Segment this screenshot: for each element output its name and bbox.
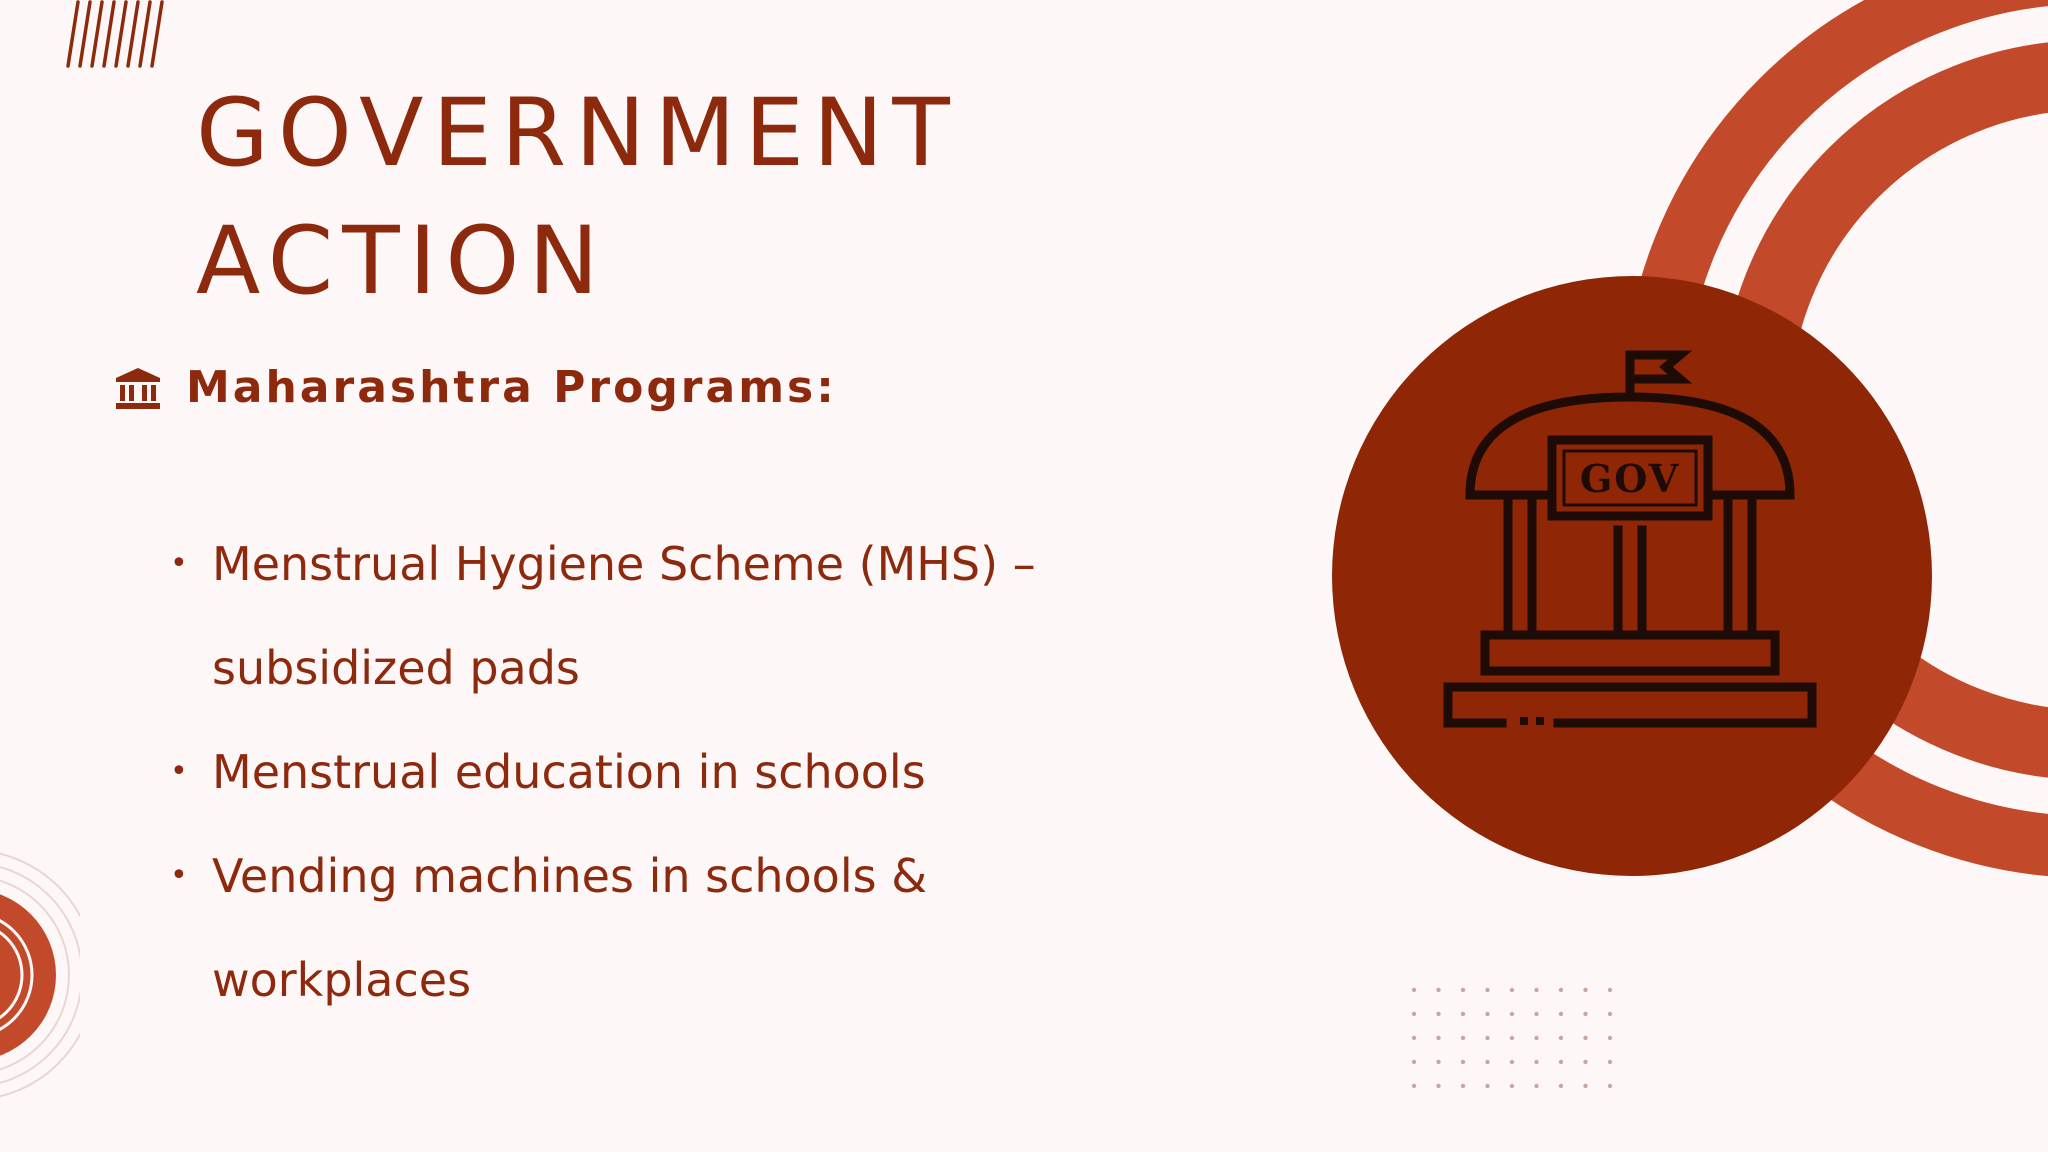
- decorative-dot: [1436, 1036, 1440, 1040]
- decorative-dot: [1510, 1012, 1514, 1016]
- decorative-dot: [1412, 1012, 1416, 1016]
- government-building-icon: [1440, 345, 1820, 745]
- stripes-decoration: [60, 0, 170, 72]
- decorative-dot: [1559, 1036, 1563, 1040]
- decorative-dot: [1534, 988, 1538, 992]
- decorative-dot: [1412, 1060, 1416, 1064]
- decorative-dot: [1485, 1084, 1489, 1088]
- decorative-dot: [1583, 1012, 1587, 1016]
- decorative-dot: [1559, 1060, 1563, 1064]
- decorative-dot: [1510, 1060, 1514, 1064]
- decorative-dot: [1412, 1084, 1416, 1088]
- bullet-item: • Menstrual education in schools: [170, 720, 1162, 824]
- bullet-list: [170, 512, 1270, 1032]
- decorative-dot: [1534, 1036, 1538, 1040]
- decorative-dot: [1461, 1012, 1465, 1016]
- arcs-decoration-left: [0, 830, 80, 1120]
- bullet-item: • Vending machines in schools & workplaces: [170, 824, 1162, 1032]
- decorative-dot: [1583, 1036, 1587, 1040]
- decorative-dot: [1461, 988, 1465, 992]
- decorative-dot: [1485, 1012, 1489, 1016]
- decorative-dot: [1583, 1060, 1587, 1064]
- slide-title: [196, 70, 1196, 326]
- bullet-item: • Menstrual Hygiene Scheme (MHS) – subsidized pads: [170, 512, 1162, 720]
- decorative-dot: [1436, 1012, 1440, 1016]
- section-heading: [114, 362, 837, 413]
- decorative-dot: [1608, 1084, 1612, 1088]
- section-heading-text: Maharashtra Programs:: [186, 362, 837, 413]
- decorative-dot: [1559, 988, 1563, 992]
- decorative-dot: [1436, 1060, 1440, 1064]
- decorative-dot: [1412, 988, 1416, 992]
- decorative-dot: [1534, 1060, 1538, 1064]
- decorative-dot: [1559, 1012, 1563, 1016]
- decorative-dot: [1461, 1060, 1465, 1064]
- decorative-dot: [1485, 1036, 1489, 1040]
- decorative-dot: [1608, 1012, 1612, 1016]
- decorative-dot: [1583, 1084, 1587, 1088]
- decorative-dot: [1461, 1084, 1465, 1088]
- decorative-dot: [1534, 1012, 1538, 1016]
- decorative-dot: [1608, 1060, 1612, 1064]
- decorative-dot: [1608, 988, 1612, 992]
- decorative-dot: [1608, 1036, 1612, 1040]
- gov-sign-label: GOV: [1579, 456, 1681, 501]
- bank-building-icon: [114, 366, 162, 410]
- title-line-2: ACTION: [196, 207, 608, 316]
- dot-grid-decoration: [1400, 980, 1630, 1100]
- decorative-dot: [1510, 988, 1514, 992]
- decorative-dot: [1412, 1036, 1416, 1040]
- decorative-dot: [1510, 1036, 1514, 1040]
- title-line-1: GOVERNMENT: [196, 79, 959, 188]
- decorative-dot: [1559, 1084, 1563, 1088]
- decorative-dot: [1534, 1084, 1538, 1088]
- decorative-dot: [1436, 988, 1440, 992]
- decorative-dot: [1485, 988, 1489, 992]
- decorative-dot: [1461, 1036, 1465, 1040]
- decorative-dot: [1583, 988, 1587, 992]
- decorative-dot: [1436, 1084, 1440, 1088]
- decorative-dot: [1485, 1060, 1489, 1064]
- decorative-dot: [1510, 1084, 1514, 1088]
